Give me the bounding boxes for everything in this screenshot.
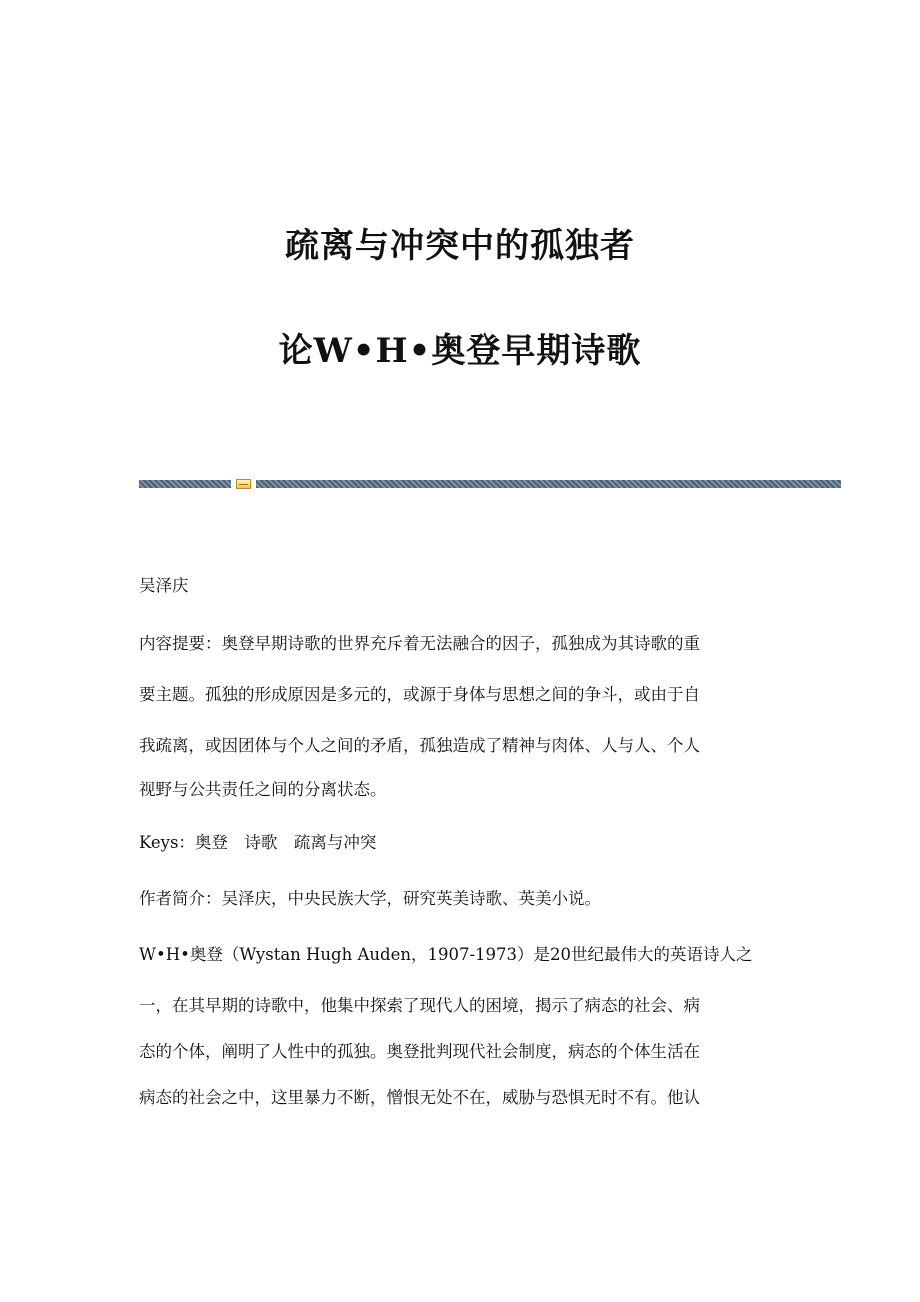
divider-ornament-icon [236,479,251,489]
title-line-1: 疏离与冲突中的孤独者 [285,226,635,266]
title-line-2: 论W•H•奥登早期诗歌 [278,331,642,371]
author-bio: 作者简介：吴泽庆，中央民族大学，研究英美诗歌、英美小说。 [139,889,601,908]
abstract-line: 我疏离，或因团体与个人之间的矛盾，孤独造成了精神与肉体、人与人、个人 [139,736,700,755]
body-line: 态的个体，阐明了人性中的孤独。奥登批判现代社会制度，病态的个体生活在 [139,1042,700,1061]
title-divider [139,479,841,489]
abstract-line: 视野与公共责任之间的分离状态。 [139,780,387,799]
body-line: 一，在其早期的诗歌中，他集中探索了现代人的困境，揭示了病态的社会、病 [139,996,700,1015]
divider-bar-right [256,480,841,488]
divider-bar-left [139,480,231,488]
body-line: W•H•奥登（Wystan Hugh Auden，1907-1973）是20世纪最伟大的英语诗人之 [139,945,753,964]
keywords-line: Keys：奥登 诗歌 疏离与冲突 [139,833,377,852]
author-name: 吴泽庆 [139,576,189,595]
abstract-line: 内容提要：奥登早期诗歌的世界充斥着无法融合的因子，孤独成为其诗歌的重 [139,634,700,653]
abstract-line: 要主题。孤独的形成原因是多元的，或源于身体与思想之间的争斗，或由于自 [139,685,700,704]
body-line: 病态的社会之中，这里暴力不断，憎恨无处不在，威胁与恐惧无时不有。他认 [139,1088,700,1107]
